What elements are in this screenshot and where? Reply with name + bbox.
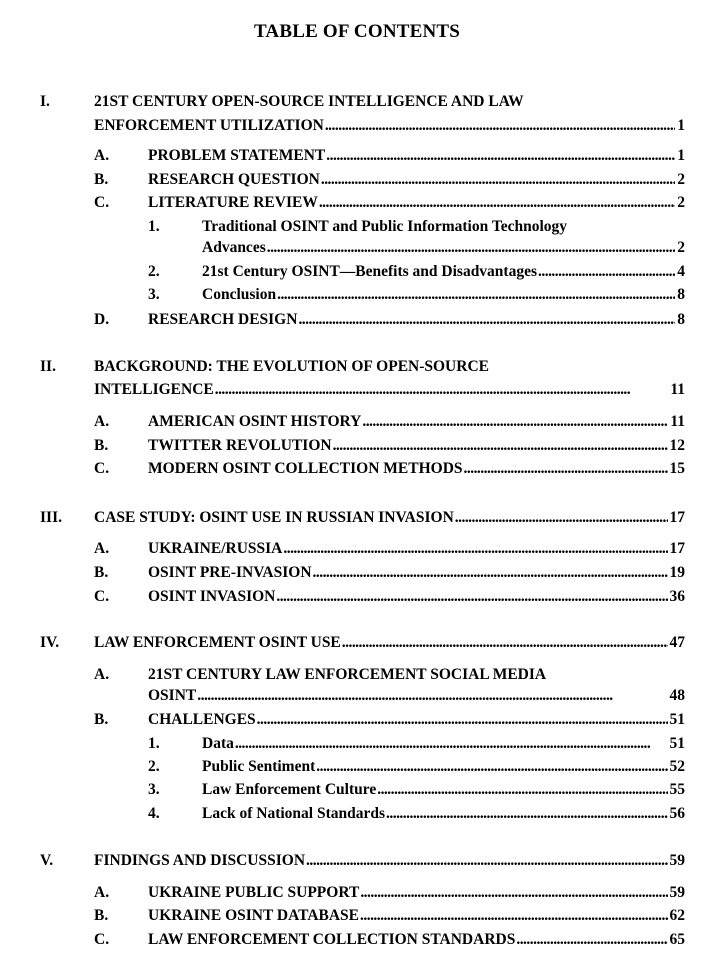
section-title-line1[interactable]: 21ST CENTURY LAW ENFORCEMENT SOCIAL MEDIA [148,666,547,683]
section-number: A. [94,666,110,683]
section-number: A. [94,413,110,430]
toc-entry-section[interactable] [148,906,685,926]
section-number: C. [94,588,110,605]
toc-entry-subsection[interactable] [202,734,685,754]
dot-leader [333,436,668,456]
dot-leader [277,285,675,305]
chapter-number: V. [40,852,54,869]
chapter-title-line2: INTELLIGENCE [94,381,214,398]
section-number: B. [94,437,109,454]
section-number: B. [94,171,109,188]
dot-leader [464,459,668,479]
section-number: A. [94,147,110,164]
toc-entry-subsection[interactable] [202,285,685,305]
section-number: B. [94,907,109,924]
page-number: 55 [669,781,685,798]
dot-leader [538,262,675,282]
page-number: 15 [669,460,685,477]
section-title: RESEARCH DESIGN [148,311,298,328]
dot-leader [283,539,667,559]
dot-leader [298,310,675,330]
section-title: UKRAINE OSINT DATABASE [148,907,360,924]
section-title: AMERICAN OSINT HISTORY [148,413,362,430]
toc-entry-subsection[interactable] [202,262,685,282]
toc-entry-chapter-5[interactable] [94,851,685,871]
dot-leader [319,193,675,213]
section-title: LAW ENFORCEMENT COLLECTION STANDARDS [148,931,516,948]
section-title: MODERN OSINT COLLECTION METHODS [148,460,463,477]
section-title: LITERATURE REVIEW [148,194,318,211]
section-title: PROBLEM STATEMENT [148,147,326,164]
dot-leader [235,734,668,754]
section-title: OSINT PRE-INVASION [148,564,312,581]
page-number: 62 [669,907,685,924]
dot-leader [455,508,668,528]
section-title: OSINT INVASION [148,588,276,605]
page-number: 59 [669,852,685,869]
dot-leader [360,906,667,926]
subsection-title-line1[interactable]: Traditional OSINT and Public Information Technology [202,218,568,235]
page-number: 56 [669,805,685,822]
toc-entry-section[interactable] [148,563,685,583]
dot-leader [362,412,668,432]
section-number: C. [94,460,110,477]
subsection-title: Data [202,735,234,752]
dot-leader [377,780,667,800]
section-number: D. [94,311,110,328]
chapter-number: IV. [40,634,60,651]
subsection-title: Law Enforcement Culture [202,781,377,798]
section-title: TWITTER REVOLUTION [148,437,332,454]
section-number: A. [94,884,110,901]
page-number: 48 [669,687,685,704]
page-number: 2 [677,239,685,256]
page-number: 2 [677,171,685,188]
chapter-title-line1[interactable]: 21ST CENTURY OPEN-SOURCE INTELLIGENCE AND LAW [94,93,524,110]
page-number: 12 [669,437,685,454]
toc-entry-subsection[interactable] [202,238,685,258]
section-title: UKRAINE/RUSSIA [148,540,283,557]
section-number: C. [94,194,110,211]
page-number: 17 [669,540,685,557]
subsection-number: 1. [148,218,160,235]
dot-leader [326,146,675,166]
dot-leader [386,804,667,824]
dot-leader [313,563,668,583]
subsection-number: 2. [148,263,160,280]
toc-entry-section[interactable] [148,459,685,479]
dot-leader [316,757,667,777]
toc-entry-chapter-1[interactable] [94,116,685,136]
page-number: 8 [677,311,685,328]
subsection-title: 21st Century OSINT—Benefits and Disadvantages [202,263,538,280]
chapter-number: II. [40,358,56,375]
page-number: 2 [677,194,685,211]
page-number: 47 [669,634,685,651]
toc-entry-chapter-2[interactable] [94,380,685,400]
page-number: 51 [669,711,685,728]
chapter-title-line2: ENFORCEMENT UTILIZATION [94,117,324,134]
page-number: 11 [670,381,685,398]
section-number: A. [94,540,110,557]
subsection-title: Lack of National Standards [202,805,386,822]
dot-leader [276,587,667,607]
toc-entry-chapter-3[interactable] [94,508,685,528]
subsection-title: Public Sentiment [202,758,316,775]
section-title-line2: OSINT [148,687,197,704]
dot-leader [321,170,675,190]
toc-entry-section[interactable] [148,193,685,213]
subsection-number: 3. [148,286,160,303]
page-title: TABLE OF CONTENTS [253,21,461,42]
toc-entry-section[interactable] [148,930,685,950]
dot-leader [325,116,675,136]
section-number: B. [94,711,109,728]
chapter-title: FINDINGS AND DISCUSSION [94,852,306,869]
toc-entry-subsection[interactable] [202,804,685,824]
toc-entry-subsection[interactable] [202,757,685,777]
subsection-number: 2. [148,758,160,775]
section-number: C. [94,931,110,948]
chapter-number: I. [40,93,50,110]
subsection-title-line2: Advances [202,239,266,256]
dot-leader [197,686,667,706]
section-title: CHALLENGES [148,711,256,728]
toc-entry-chapter-4[interactable] [94,633,685,653]
page-number: 17 [669,509,685,526]
page-number: 1 [677,117,685,134]
chapter-title-line1[interactable]: BACKGROUND: THE EVOLUTION OF OPEN-SOURCE [94,358,489,375]
toc-entry-section[interactable] [148,710,685,730]
subsection-title: Conclusion [202,286,277,303]
toc-entry-section[interactable] [148,883,685,903]
chapter-number: III. [40,509,62,526]
toc-entry-section[interactable] [148,170,685,190]
toc-entry-section[interactable] [148,436,685,456]
toc-entry-section[interactable] [148,412,685,432]
page-number: 8 [677,286,685,303]
dot-leader [257,710,668,730]
dot-leader [360,883,667,903]
page-number: 36 [669,588,685,605]
subsection-number: 4. [148,805,160,822]
subsection-number: 3. [148,781,160,798]
page-number: 65 [669,931,685,948]
page-number: 1 [677,147,685,164]
chapter-title: CASE STUDY: OSINT USE IN RUSSIAN INVASION [94,509,454,526]
dot-leader [516,930,667,950]
page-number: 11 [670,413,685,430]
page-number: 59 [669,884,685,901]
dot-leader [215,380,669,400]
page-number: 51 [669,735,685,752]
toc-entry-section[interactable] [148,686,685,706]
dot-leader [306,851,667,871]
section-title: RESEARCH QUESTION [148,171,320,188]
toc-entry-section[interactable] [148,587,685,607]
toc-entry-section[interactable] [148,310,685,330]
toc-entry-section[interactable] [148,539,685,559]
page-number: 19 [669,564,685,581]
toc-entry-subsection[interactable] [202,780,685,800]
dot-leader [342,633,668,653]
page-number: 52 [669,758,685,775]
subsection-number: 1. [148,735,160,752]
section-number: B. [94,564,109,581]
toc-entry-section[interactable] [148,146,685,166]
chapter-title: LAW ENFORCEMENT OSINT USE [94,634,341,651]
page-number: 4 [677,263,685,280]
dot-leader [267,238,676,258]
section-title: UKRAINE PUBLIC SUPPORT [148,884,360,901]
